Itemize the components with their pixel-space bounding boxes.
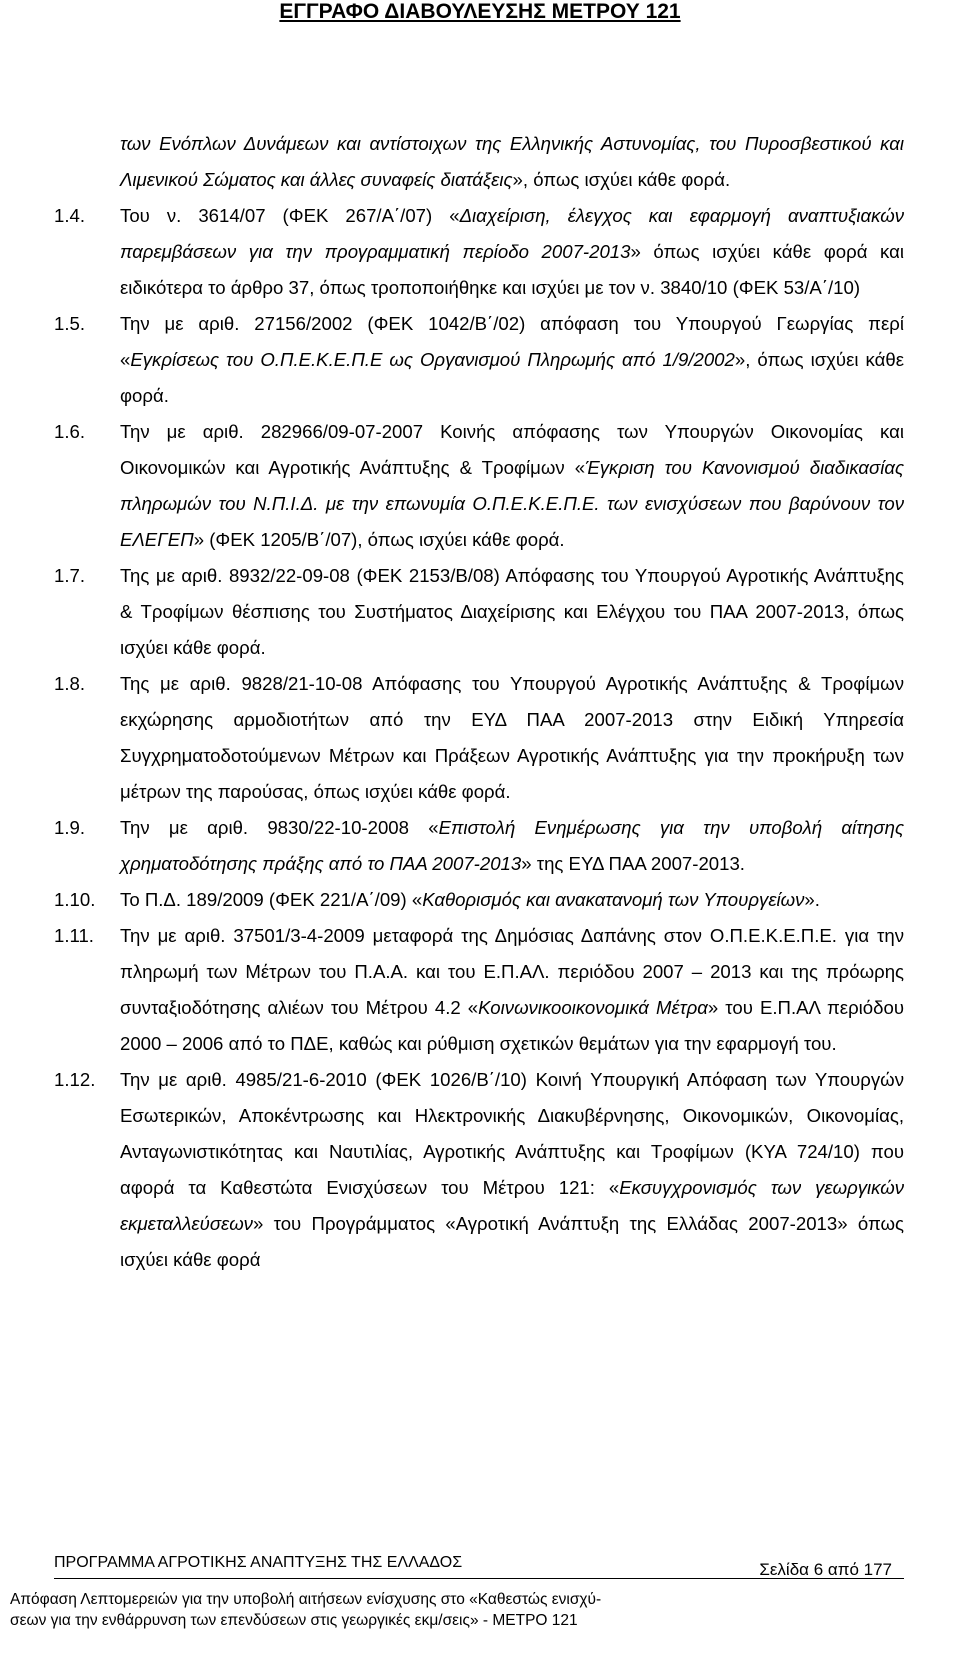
item-text-start: Την με αριθ. 27156/2002 (ΦΕΚ 1042/Β΄/02) απόφαση του Υπουργού Γεωργίας περί « — [120, 313, 904, 370]
item-text-end: » (ΦΕΚ 1205/Β΄/07), όπως ισχύει κάθε φορά. — [193, 529, 565, 550]
item-number: 1.6. — [54, 421, 86, 442]
footer-program-name: ΠΡΟΓΡΑΜΜΑ ΑΓΡΟΤΙΚΗΣ ΑΝΑΠΤΥΞΗΣ ΤΗΣ ΕΛΛΑΔΟΣ — [54, 1554, 463, 1571]
footer-page-number: Σελίδα 6 από 177 — [759, 1560, 892, 1579]
item-text-end: » του Ε.Π.ΑΛ περιόδου 2000 – 2006 από το ΠΔΕ, καθώς και ρύθμιση σχετικών θεμάτων για την εφαρμογή του. — [120, 997, 905, 1054]
item-number: 1.7. — [54, 565, 86, 586]
list-item — [54, 198, 904, 306]
item-text-italic: Επιστολή Ενημέρωσης για την υποβολή αίτησης χρηματοδότησης πράξης από το ΠΑΑ 2007-2013 — [120, 817, 904, 874]
item-text-end: » του Προγράμματος «Αγροτική Ανάπτυξη της Ελλάδας 2007-2013» όπως ισχύει κάθε φορά — [120, 1213, 904, 1270]
document-header-title: ΕΓΓΡΑΦΟ ΔΙΑΒΟΥΛΕΥΣΗΣ ΜΕΤΡΟΥ 121 — [279, 0, 681, 23]
item-text — [120, 882, 904, 918]
item-text-italic: Έγκριση του Κανονισμού διαδικασίας πληρωμών του Ν.Π.Ι.Δ. με την επωνυμία Ο.Π.Ε.Κ.Ε.Π.Ε. των ενισχύσεων που βαρύνουν τον ΕΛΕΓΕΠ — [120, 457, 904, 550]
item-text — [120, 810, 904, 882]
footer-decision-line-1: Απόφαση Λεπτομερειών για την υποβολή αιτήσεων ενίσχυσης στο «Καθεστώς ενισχύ- — [10, 1591, 602, 1608]
document-body — [54, 126, 904, 1278]
item-text — [120, 918, 904, 1062]
item-text-start: Την με αριθ. 9830/22-10-2008 « — [120, 817, 439, 838]
item-number: 1.10. — [54, 889, 96, 910]
item-text-start: Την με αριθ. 37501/3-4-2009 μεταφορά της Δημόσιας Δαπάνης στον Ο.Π.Ε.Κ.Ε.Π.Ε. για την πληρωμή των Μέτρων του Π.Α.Α. και του Ε.Π.ΑΛ. περιόδου 2007 – 2013 και της πρόωρης συνταξιοδότησης αλιέων του Μέτρου 4.2 « — [120, 925, 904, 1018]
item-text-start: Του ν. 3614/07 (ΦΕΚ 267/Α΄/07) « — [120, 205, 460, 226]
item-text-start: Το Π.Δ. 189/2009 (ΦΕΚ 221/Α΄/09) « — [120, 889, 423, 910]
footer-decision-line-2: σεων για την ενθάρρυνση των επενδύσεων στις γεωργικές εκμ/σεις» - ΜΕΤΡΟ 121 — [10, 1612, 578, 1629]
item-text-end: » όπως ισχύει κάθε φορά και ειδικότερα το άρθρο 37, όπως τροποποιήθηκε και ισχύει με τον ν. 3840/10 (ΦΕΚ 53/Α΄/10) — [120, 241, 904, 298]
item-text-end: » της ΕΥΔ ΠΑΑ 2007-2013. — [521, 853, 745, 874]
footer-decision-title — [10, 1589, 770, 1631]
item-text — [120, 666, 904, 810]
item-text-start: Της με αριθ. 9828/21-10-08 Απόφασης του Υπουργού Αγροτικής Ανάπτυξης & Τροφίμων εκχώρησης αρμοδιοτήτων από την ΕΥΔ ΠΑΑ 2007-2013 στην Ειδική Υπηρεσία Συγχρηματοδοτούμενων Μέτρων και Πράξεων Αγροτικής Ανάπτυξης για την προκήρυξη των μέτρων της παρούσας, όπως ισχύει κάθε φορά. — [120, 673, 904, 802]
continuation-paragraph — [54, 126, 904, 198]
item-text-end: », όπως ισχύει κάθε φορά. — [120, 349, 905, 406]
item-text — [120, 558, 904, 666]
item-text — [120, 414, 904, 558]
item-number: 1.9. — [54, 817, 86, 838]
list-item — [54, 666, 904, 810]
item-text-start: Την με αριθ. 282966/09-07-2007 Κοινής απόφασης των Υπουργών Οικονομίας και Οικονομικών και Αγροτικής Ανάπτυξης & Τροφίμων « — [120, 421, 904, 478]
list-item — [54, 414, 904, 558]
item-text-end: ». — [804, 889, 820, 910]
item-number: 1.11. — [54, 925, 94, 946]
list-item — [54, 306, 904, 414]
item-text — [120, 198, 904, 306]
item-text-italic: Εκσυγχρονισμός των γεωργικών εκμεταλλεύσεων — [120, 1177, 904, 1234]
item-text-start: Την με αριθ. 4985/21-6-2010 (ΦΕΚ 1026/Β΄/10) Κοινή Υπουργική Απόφαση των Υπουργών Εσωτερικών, Αποκέντρωσης και Ηλεκτρονικής Διακυβέρνησης, Οικονομικών, Οικονομίας, Ανταγωνιστικότητας και Ναυτιλίας, Αγροτικής Ανάπτυξης και Τροφίμων (ΚΥΑ 724/10) που αφορά τα Καθεστώτα Ενισχύσεων του Μέτρου 121: « — [120, 1069, 904, 1198]
item-text-italic: Καθορισμός και ανακατανομή των Υπουργείων — [422, 889, 805, 910]
list-item — [54, 558, 904, 666]
continuation-italic-text: των Ενόπλων Δυνάμεων και αντίστοιχων της Ελληνικής Αστυνομίας, του Πυροσβεστικού και Λιμενικού Σώματος και άλλες συναφείς διατάξεις — [120, 133, 904, 190]
footer-divider — [54, 1578, 904, 1579]
item-text-italic: Διαχείριση, έλεγχος και εφαρμογή αναπτυξιακών παρεμβάσεων για την προγραμματική περίοδο 2007-2013 — [120, 205, 904, 262]
item-text-start: Της με αριθ. 8932/22-09-08 (ΦΕΚ 2153/Β/08) Απόφασης του Υπουργού Αγροτικής Ανάπτυξης & Τροφίμων θέσπισης του Συστήματος Διαχείρισης και Ελέγχου του ΠΑΑ 2007-2013, όπως ισχύει κάθε φορά. — [120, 565, 904, 658]
item-text-italic: Κοινωνικοοικονομικά Μέτρα — [478, 997, 708, 1018]
continuation-text: », όπως ισχύει κάθε φορά. — [512, 169, 731, 190]
item-text — [120, 1062, 904, 1278]
item-text-italic: Εγκρίσεως του Ο.Π.Ε.Κ.Ε.Π.Ε ως Οργανισμού Πληρωμής από 1/9/2002 — [130, 349, 735, 370]
list-item — [54, 810, 904, 882]
list-item — [54, 1062, 904, 1278]
item-number: 1.12. — [54, 1069, 96, 1090]
item-number: 1.4. — [54, 205, 86, 226]
item-text — [120, 306, 904, 414]
list-item — [54, 918, 904, 1062]
item-number: 1.5. — [54, 313, 86, 334]
list-item — [54, 882, 904, 918]
item-number: 1.8. — [54, 673, 86, 694]
